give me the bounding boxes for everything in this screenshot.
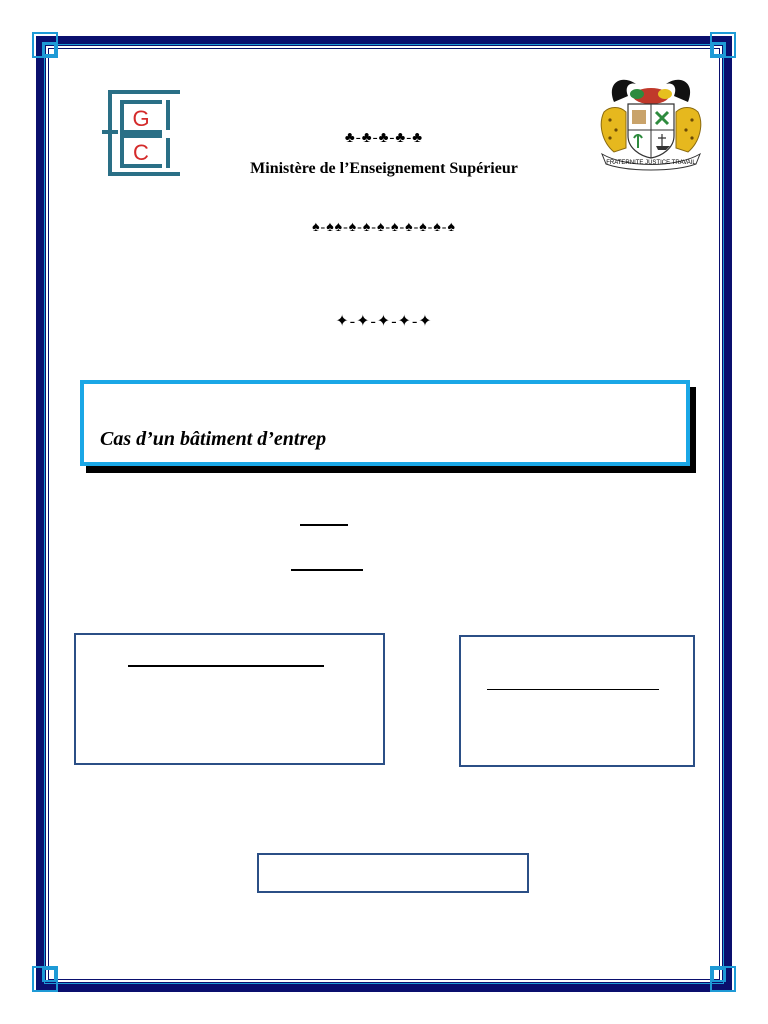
coat-of-arms <box>596 72 706 172</box>
page-border-accent-line <box>44 44 724 984</box>
ministry-name: Ministère de l’Enseignement Supérieur <box>250 160 518 177</box>
coat-of-arms-motto: FRATERNITE JUSTICE TRAVAIL <box>606 160 696 166</box>
ornament-clubs: ♣-♣-♣-♣-♣ <box>344 130 424 146</box>
title-box <box>80 380 690 466</box>
corner-ornament-top-left-inner <box>42 42 56 56</box>
corner-ornament-bottom-left-inner <box>42 968 56 982</box>
supervisor-info-rule <box>487 689 659 690</box>
author-info-box <box>74 633 385 765</box>
ornament-stars: ✦-✦-✦-✦-✦ <box>335 313 433 330</box>
logo-letter-g: G <box>132 106 150 131</box>
blank-field-rule-1 <box>300 524 348 526</box>
document-title: Cas d’un bâtiment d’entrep <box>100 428 327 450</box>
corner-ornament-bottom-right-inner <box>712 968 726 982</box>
supervisor-info-box <box>459 635 695 767</box>
academic-year-box <box>257 853 529 893</box>
blank-field-rule-2 <box>291 569 363 571</box>
author-info-rule <box>128 665 324 667</box>
logo-letter-c: C <box>133 140 149 165</box>
corner-ornament-top-right-inner <box>712 42 726 56</box>
ornament-drops: ♠-♠♠-♠-♠-♠-♠-♠-♠-♠-♠ <box>312 220 456 235</box>
